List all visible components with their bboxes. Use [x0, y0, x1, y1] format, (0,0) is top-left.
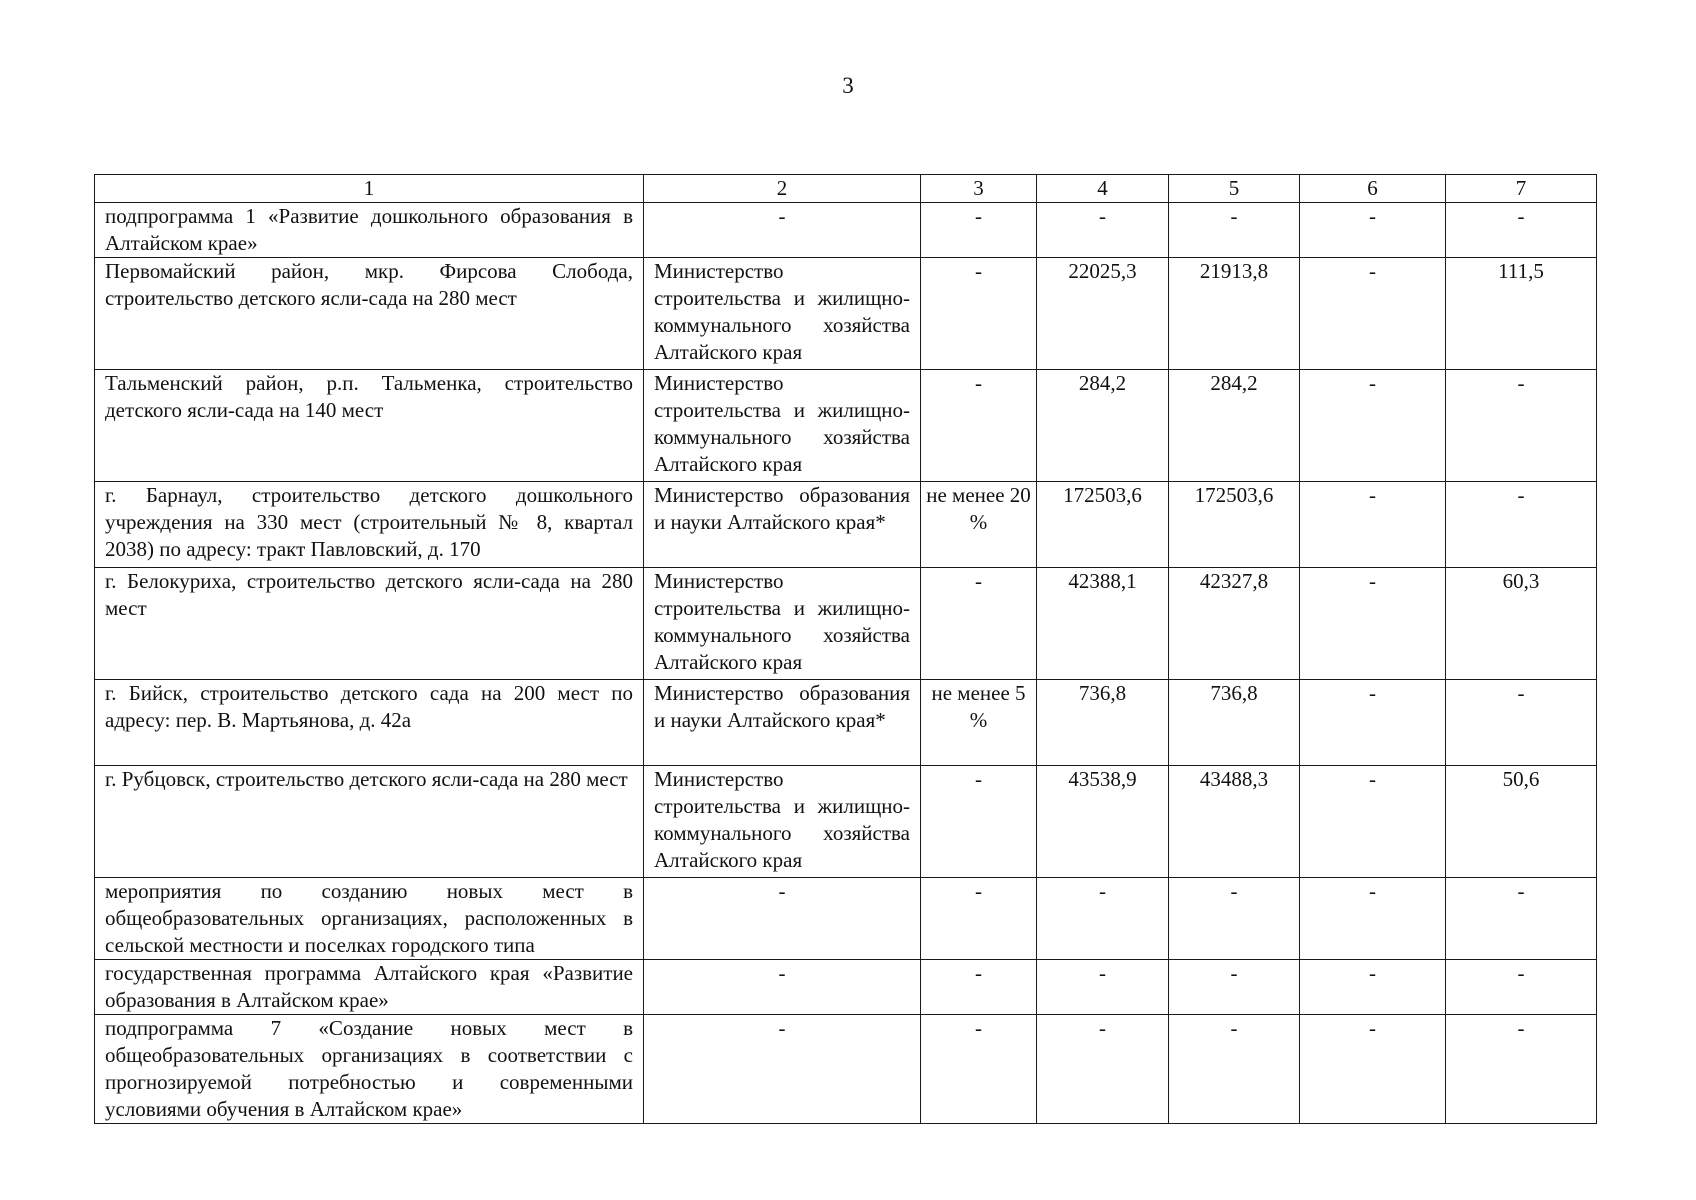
- cell-executor: Министерство строительства и жилищно-коммунального хозяйства Алтайского края: [644, 568, 921, 680]
- cell-item-name: мероприятия по созданию новых мест в общеобразовательных организациях, расположенных в сельской местности и поселках городского типа: [95, 878, 644, 960]
- cell-col6: -: [1300, 482, 1446, 568]
- table-row: [95, 482, 1597, 568]
- cell-col5: 172503,6: [1169, 482, 1300, 568]
- cell-col5: -: [1169, 203, 1300, 258]
- cell-col6: -: [1300, 680, 1446, 766]
- cell-item-name: подпрограмма 1 «Развитие дошкольного образования в Алтайском крае»: [95, 203, 644, 258]
- cell-item-name: Тальменский район, р.п. Тальменка, строительство детского ясли-сада на 140 мест: [95, 370, 644, 482]
- cell-col6: -: [1300, 1015, 1446, 1124]
- table-row: [95, 370, 1597, 482]
- cell-col4: 42388,1: [1037, 568, 1169, 680]
- table-row: [95, 258, 1597, 370]
- cell-item-name: г. Рубцовск, строительство детского ясли-сада на 280 мест: [95, 766, 644, 878]
- cell-col6: -: [1300, 568, 1446, 680]
- column-header: 7: [1446, 175, 1597, 203]
- cell-col6: -: [1300, 878, 1446, 960]
- cell-executor: Министерство образования и науки Алтайского края*: [644, 680, 921, 766]
- cell-executor: -: [644, 203, 921, 258]
- cell-col4: 736,8: [1037, 680, 1169, 766]
- cell-item-name: подпрограмма 7 «Создание новых мест в общеобразовательных организациях в соответствии с прогнозируемой потребностью и современными условиями обучения в Алтайском крае»: [95, 1015, 644, 1124]
- cell-col3: -: [921, 960, 1037, 1015]
- cell-item-name: г. Бийск, строительство детского сада на 200 мест по адресу: пер. В. Мартьянова, д. 42а: [95, 680, 644, 766]
- page-number: 3: [842, 73, 854, 98]
- cell-col3: -: [921, 1015, 1037, 1124]
- cell-col7: -: [1446, 203, 1597, 258]
- cell-col7: 60,3: [1446, 568, 1597, 680]
- cell-col5: 42327,8: [1169, 568, 1300, 680]
- cell-col5: -: [1169, 878, 1300, 960]
- cell-col7: -: [1446, 370, 1597, 482]
- header-row: [95, 175, 1597, 203]
- cell-col5: -: [1169, 960, 1300, 1015]
- cell-col3: не менее 5 %: [921, 680, 1037, 766]
- cell-col3: -: [921, 370, 1037, 482]
- table-row: [95, 1015, 1597, 1124]
- program-table: [94, 174, 1597, 1124]
- table-row: [95, 878, 1597, 960]
- cell-col7: -: [1446, 878, 1597, 960]
- cell-col6: -: [1300, 960, 1446, 1015]
- cell-col7: 50,6: [1446, 766, 1597, 878]
- column-header: 3: [921, 175, 1037, 203]
- cell-col3: -: [921, 203, 1037, 258]
- table-row: [95, 203, 1597, 258]
- cell-col4: -: [1037, 878, 1169, 960]
- table-row: [95, 960, 1597, 1015]
- cell-col3: -: [921, 878, 1037, 960]
- cell-item-name: г. Белокуриха, строительство детского ясли-сада на 280 мест: [95, 568, 644, 680]
- cell-executor: Министерство строительства и жилищно-коммунального хозяйства Алтайского края: [644, 370, 921, 482]
- cell-col4: 43538,9: [1037, 766, 1169, 878]
- cell-col5: 284,2: [1169, 370, 1300, 482]
- cell-col6: -: [1300, 766, 1446, 878]
- cell-col7: -: [1446, 960, 1597, 1015]
- cell-executor: Министерство строительства и жилищно-коммунального хозяйства Алтайского края: [644, 258, 921, 370]
- cell-col5: -: [1169, 1015, 1300, 1124]
- column-header: 4: [1037, 175, 1169, 203]
- cell-col6: -: [1300, 203, 1446, 258]
- cell-col7: 111,5: [1446, 258, 1597, 370]
- cell-col5: 21913,8: [1169, 258, 1300, 370]
- cell-executor: Министерство образования и науки Алтайского края*: [644, 482, 921, 568]
- cell-col7: -: [1446, 680, 1597, 766]
- column-header: 2: [644, 175, 921, 203]
- cell-col6: -: [1300, 258, 1446, 370]
- cell-col3: -: [921, 568, 1037, 680]
- cell-item-name: г. Барнаул, строительство детского дошкольного учреждения на 330 мест (строительный № 8, квартал 2038) по адресу: тракт Павловский, д. 170: [95, 482, 644, 568]
- cell-col4: -: [1037, 203, 1169, 258]
- cell-col3: не менее 20 %: [921, 482, 1037, 568]
- table-row: [95, 766, 1597, 878]
- column-header: 6: [1300, 175, 1446, 203]
- cell-col5: 43488,3: [1169, 766, 1300, 878]
- cell-col4: 284,2: [1037, 370, 1169, 482]
- cell-col4: -: [1037, 960, 1169, 1015]
- table-row: [95, 568, 1597, 680]
- cell-item-name: Первомайский район, мкр. Фирсова Слобода, строительство детского ясли-сада на 280 мест: [95, 258, 644, 370]
- cell-col6: -: [1300, 370, 1446, 482]
- cell-col4: 22025,3: [1037, 258, 1169, 370]
- cell-col3: -: [921, 258, 1037, 370]
- column-header: 5: [1169, 175, 1300, 203]
- column-header: 1: [95, 175, 644, 203]
- cell-col7: -: [1446, 1015, 1597, 1124]
- cell-col3: -: [921, 766, 1037, 878]
- cell-executor: -: [644, 1015, 921, 1124]
- cell-executor: -: [644, 878, 921, 960]
- cell-col5: 736,8: [1169, 680, 1300, 766]
- cell-item-name: государственная программа Алтайского края «Развитие образования в Алтайском крае»: [95, 960, 644, 1015]
- cell-col4: 172503,6: [1037, 482, 1169, 568]
- cell-executor: -: [644, 960, 921, 1015]
- cell-executor: Министерство строительства и жилищно-коммунального хозяйства Алтайского края: [644, 766, 921, 878]
- cell-col4: -: [1037, 1015, 1169, 1124]
- cell-col7: -: [1446, 482, 1597, 568]
- table-row: [95, 680, 1597, 766]
